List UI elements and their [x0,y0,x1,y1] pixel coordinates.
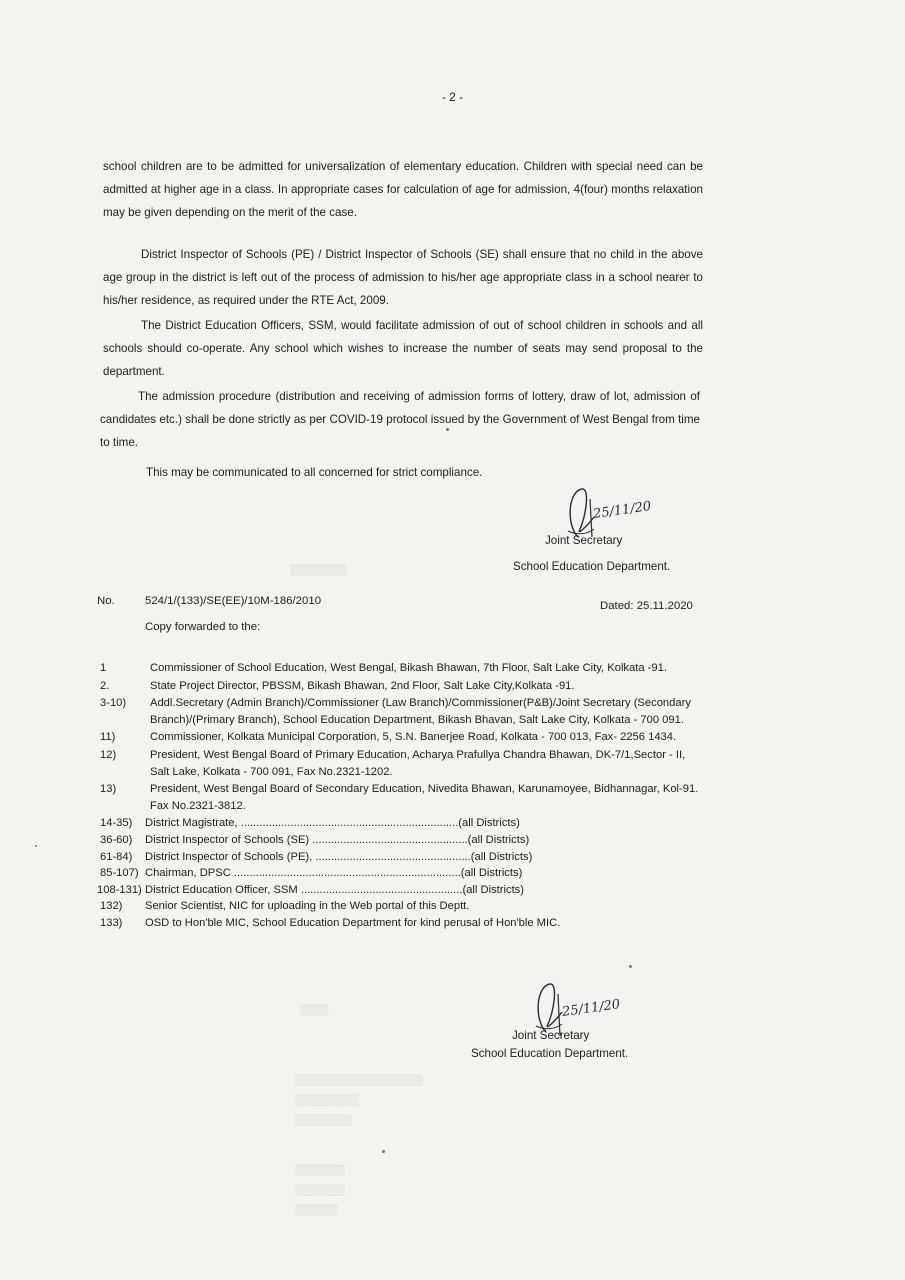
bleed-through-text: ▒▒▒▒▒▒▒▒ [290,565,347,576]
paragraph-1: school children are to be admitted for universalization of elementary education. Children with special need can be admitted at higher age in a class. In appropriate cases for calculation of age for admission, 4(four) months relaxation may be given depending on the merit of the case. [103,160,703,219]
list-item-text: Commissioner of School Education, West Bengal, Bikash Bhawan, 7th Floor, Salt Lake City, Kolkata -91. [150,662,667,674]
bleed-through-text: ▒▒▒▒▒▒▒ [295,1165,345,1176]
list-item [100,815,700,832]
list-item-number: 85-107) [100,867,139,880]
list-item [100,915,700,932]
signature-1-designation: Joint Secretary [545,534,623,547]
list-item-number: 2. [100,679,110,692]
signature-2-department: School Education Department. [471,1047,629,1060]
bleed-through-text: ▒▒▒▒▒▒▒▒▒▒▒▒▒▒▒▒▒▒ [295,1075,423,1086]
list-item-text: President, West Bengal Board of Primary Education, Acharya Prafullya Chandra Bhawan, DK-7/1,Sector - II, Salt Lake, Kolkata - 700 091, Fax No.2321-1202. [150,748,686,778]
list-item-text: OSD to Hon'ble MIC, School Education Department for kind perusal of Hon'ble MIC. [145,916,561,929]
paragraph-4: The admission procedure (distribution and receiving of admission forms of lottery, draw of lot, admission of candidates etc.) shall be done strictly as per COVID-19 protocol issued by the Government of West Bengal from time to time. [100,390,700,449]
bleed-through-text: ▒▒▒▒▒▒▒ [295,1185,345,1196]
list-item-number: 1 [100,662,107,674]
list-item [100,849,700,866]
list-item [100,660,700,677]
bleed-through-text: ▒▒▒▒ [300,1005,329,1016]
communication-line: This may be communicated to all concerned for strict compliance. [146,466,483,479]
list-item-text: District Inspector of Schools (SE) ..................................................(all Districts) [145,833,530,846]
list-item-text: Chairman, DPSC .........................................................................(all Districts) [145,867,523,880]
copy-forwarded-line: Copy forwarded to the: [145,621,261,633]
signature-1-department: School Education Department. [513,560,671,573]
ink-speck [629,965,632,968]
ink-speck [382,1150,385,1153]
paragraph-2: District Inspector of Schools (PE) / District Inspector of Schools (SE) shall ensure that no child in the above age group in the district is left out of the process of admission to his/her age appropriate class in a school nearer to his/her residence, as required under the RTE Act, 2009. [103,248,703,307]
distribution-list [97,660,700,932]
ink-speck [35,845,37,847]
bleed-through-text: ▒▒▒▒▒▒ [295,1205,338,1216]
signature-2-date: 25/11/20 [561,997,622,1020]
list-item-number: 14-35) [100,817,133,830]
list-item [100,747,700,780]
signature-1-date: 25/11/20 [592,499,653,522]
list-item [100,832,700,849]
list-item-number: 11) [100,731,116,744]
list-item [100,695,700,728]
list-item-number: 133) [100,916,123,929]
list-item-text: State Project Director, PBSSM, Bikash Bhawan, 2nd Floor, Salt Lake City,Kolkata -91. [150,679,575,692]
memo-date: Dated: 25.11.2020 [600,600,693,612]
list-item [100,865,700,882]
signature-2-designation: Joint Secretary [512,1029,590,1042]
list-item-number: 13) [100,783,117,796]
bleed-through-text: ▒▒▒▒▒▒▒▒▒ [295,1095,359,1106]
page-number: - 2 - [441,90,464,104]
list-item-text: Senior Scientist, NIC for uploading in the Web portal of this Deptt. [145,900,470,913]
list-item-text: Addl.Secretary (Admin Branch)/Commissioner (Law Branch)/Commissioner(P&B)/Joint Secretary (Secondary Branch)/(Primary Branch), School Education Department, Bikash Bhavan, Salt Lake City, Kolkata - 700 091. [150,697,691,726]
list-item [100,898,700,915]
memo-number: 524/1/(133)/SE(EE)/10M-186/2010 [145,595,322,607]
list-item-number: 61-84) [100,850,133,863]
list-item [97,882,700,899]
list-item-number: 12) [100,748,117,761]
list-item-text: Commissioner, Kolkata Municipal Corporation, 5, S.N. Banerjee Road, Kolkata - 700 013, Fax- 2256 1434. [150,731,677,744]
paragraph-3: The District Education Officers, SSM, would facilitate admission of out of school children in schools and all schools should co-operate. Any school which wishes to increase the number of seats may send proposal to the department. [103,319,703,378]
list-item [100,729,700,746]
list-item-text: President, West Bengal Board of Secondary Education, Nivedita Bhawan, Karunamoyee, Bidhannagar, Kol-91. Fax No.2321-3812. [150,783,699,812]
list-item-number: 132) [100,900,123,913]
list-item-text: District Education Officer, SSM ....................................................(all Districts) [145,883,525,896]
list-item-text: District Magistrate, ......................................................................(all Districts) [145,817,520,830]
list-item-number: 108-131) [97,883,142,896]
list-item-text: District Inspector of Schools (PE), ..................................................(all Districts) [145,850,533,863]
bleed-through-text: ▒▒▒▒▒▒▒▒ [295,1115,352,1126]
memo-number-label: No. [97,595,115,607]
list-item-number: 36-60) [100,833,133,846]
list-item [100,678,700,695]
list-item-number: 3-10) [100,697,127,710]
list-item [100,781,700,814]
